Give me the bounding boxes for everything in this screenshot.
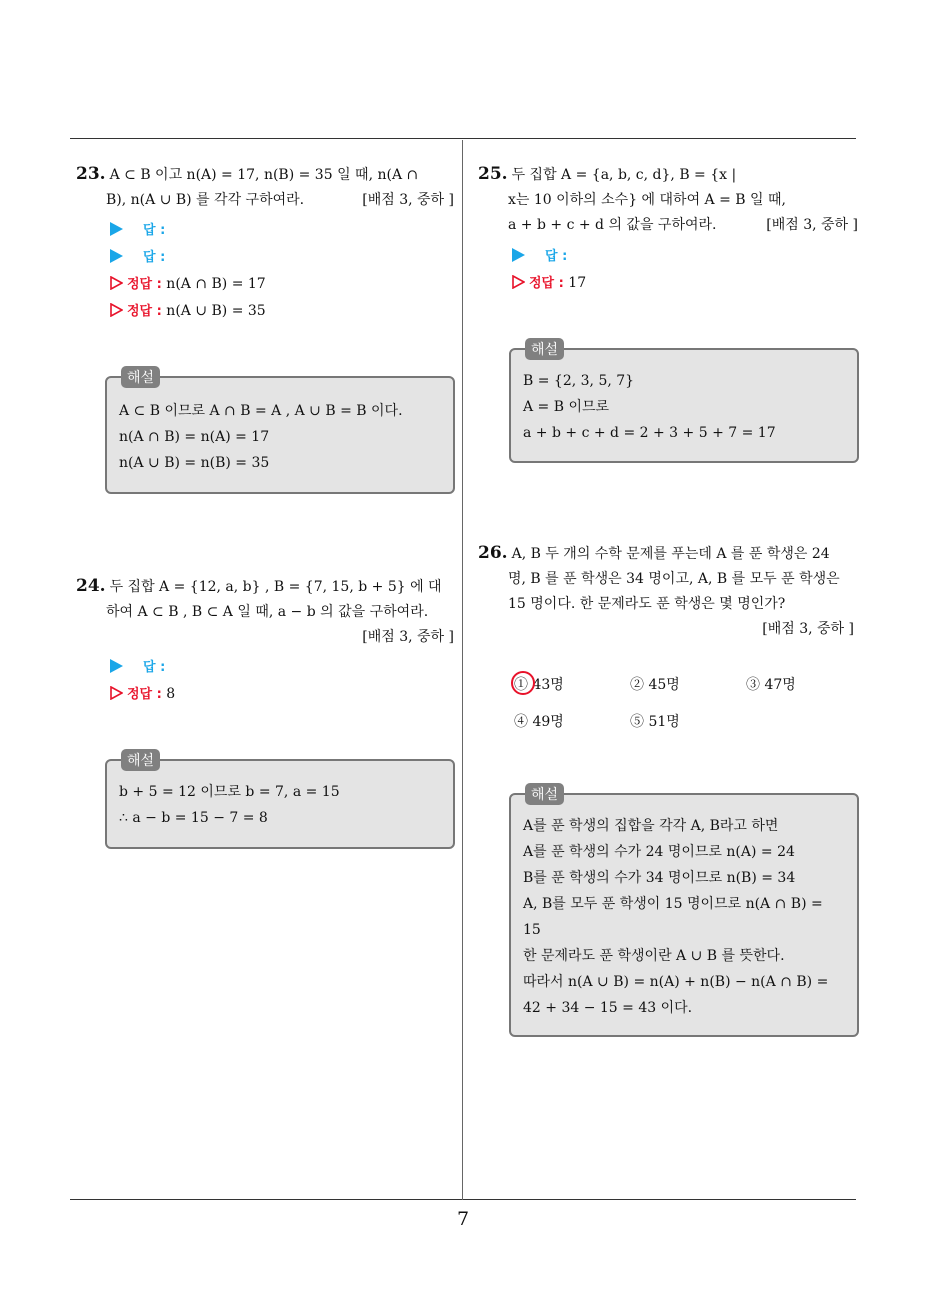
correct-label: 정답 : [127, 277, 162, 292]
correct-label: 정답 : [127, 687, 162, 702]
explanation-box-25 [509, 342, 859, 463]
question-text: 두 집합 A = {a, b, c, d}, B = {x | [511, 167, 737, 183]
score-meta: [배점 3, 중하 ] [762, 621, 854, 637]
question-25 [478, 162, 858, 238]
choice-2[interactable]: ② 45명 [630, 677, 680, 693]
question-number: 23. [76, 164, 106, 184]
explanation-box-26 [509, 787, 859, 1037]
correct-answer: n(A ∩ B) = 17 [166, 276, 266, 292]
choice-1[interactable]: ① 43명 [514, 674, 564, 694]
correct-answer: 17 [568, 275, 587, 291]
triangle-outline-icon [512, 275, 525, 289]
top-rule [70, 138, 856, 139]
answer-block-25 [512, 243, 586, 297]
explanation-tab: 해설 [121, 749, 160, 771]
explanation-line: 15 [523, 922, 541, 938]
explanation-line: n(A ∪ B) = n(B) = 35 [119, 455, 270, 471]
score-meta: [배점 3, 중하 ] [362, 192, 454, 208]
explanation-line: 한 문제라도 푼 학생이란 A ∪ B 를 뜻한다. [523, 948, 785, 964]
play-icon [110, 659, 123, 673]
score-meta: [배점 3, 중하 ] [362, 629, 454, 645]
question-text: a + b + c + d 의 값을 구하여라. [508, 217, 717, 233]
bottom-rule [70, 1199, 856, 1200]
explanation-tab: 해설 [121, 366, 160, 388]
explanation-tab: 해설 [525, 783, 564, 805]
explanation-line: b + 5 = 12 이므로 b = 7, a = 15 [119, 784, 340, 800]
explanation-line: 42 + 34 − 15 = 43 이다. [523, 1000, 693, 1016]
explanation-tab: 해설 [525, 338, 564, 360]
answer-label: 답 : [143, 250, 166, 265]
explanation-line: A를 푼 학생의 수가 24 명이므로 n(A) = 24 [523, 844, 795, 860]
choice-list [514, 674, 854, 734]
question-text: 명, B 를 푼 학생은 34 명이고, A, B 를 모두 푼 학생은 [508, 571, 840, 587]
answer-block-24 [110, 654, 175, 708]
explanation-line: n(A ∩ B) = n(A) = 17 [119, 429, 270, 445]
correct-answer: n(A ∪ B) = 35 [166, 303, 266, 319]
explanation-line: a + b + c + d = 2 + 3 + 5 + 7 = 17 [523, 425, 776, 441]
answer-block-23 [110, 217, 266, 325]
play-icon [110, 249, 123, 263]
explanation-line: ∴ a − b = 15 − 7 = 8 [119, 810, 268, 826]
explanation-line: B = {2, 3, 5, 7} [523, 373, 635, 389]
answer-label: 답 : [545, 249, 568, 264]
choice-5[interactable]: ⑤ 51명 [630, 714, 680, 730]
answer-label: 답 : [143, 223, 166, 238]
question-text: A ⊂ B 이고 n(A) = 17, n(B) = 35 일 때, n(A ∩ [109, 167, 419, 183]
question-24 [76, 574, 454, 650]
question-text: 하여 A ⊂ B , B ⊂ A 일 때, a − b 의 값을 구하여라. [106, 604, 429, 620]
question-23 [76, 162, 454, 213]
explanation-line: A ⊂ B 이므로 A ∩ B = A , A ∪ B = B 이다. [119, 403, 403, 419]
explanation-line: A, B를 모두 푼 학생이 15 명이므로 n(A ∩ B) = [523, 896, 823, 912]
question-number: 26. [478, 543, 508, 563]
question-number: 24. [76, 576, 106, 596]
selected-circle-mark [511, 671, 535, 695]
choice-3[interactable]: ③ 47명 [746, 677, 796, 693]
question-text: 15 명이다. 한 문제라도 푼 학생은 몇 명인가? [508, 596, 786, 612]
correct-label: 정답 : [127, 304, 162, 319]
triangle-outline-icon [110, 686, 123, 700]
explanation-line: A = B 이므로 [523, 399, 610, 415]
column-divider [462, 140, 463, 1200]
explanation-line: B를 푼 학생의 수가 34 명이므로 n(B) = 34 [523, 870, 796, 886]
question-text: A, B 두 개의 수학 문제를 푸는데 A 를 푼 학생은 24 [511, 546, 830, 562]
explanation-box-24 [105, 753, 455, 849]
correct-answer: 8 [166, 686, 176, 702]
play-icon [110, 222, 123, 236]
explanation-line: 따라서 n(A ∪ B) = n(A) + n(B) − n(A ∩ B) = [523, 974, 829, 990]
question-text: x는 10 이하의 소수} 에 대하여 A = B 일 때, [508, 192, 786, 208]
question-26 [478, 541, 858, 642]
triangle-outline-icon [110, 276, 123, 290]
triangle-outline-icon [110, 303, 123, 317]
score-meta: [배점 3, 중하 ] [766, 217, 858, 233]
question-text: 두 집합 A = {12, a, b} , B = {7, 15, b + 5} 에 대 [109, 579, 442, 595]
play-icon [512, 248, 525, 262]
explanation-box-23 [105, 370, 455, 494]
page-number: 7 [456, 1208, 470, 1230]
question-number: 25. [478, 164, 508, 184]
question-text: B), n(A ∪ B) 를 각각 구하여라. [106, 192, 305, 208]
correct-label: 정답 : [529, 276, 564, 291]
answer-label: 답 : [143, 660, 166, 675]
choice-4[interactable]: ④ 49명 [514, 714, 564, 730]
explanation-line: A를 푼 학생의 집합을 각각 A, B라고 하면 [523, 818, 779, 834]
